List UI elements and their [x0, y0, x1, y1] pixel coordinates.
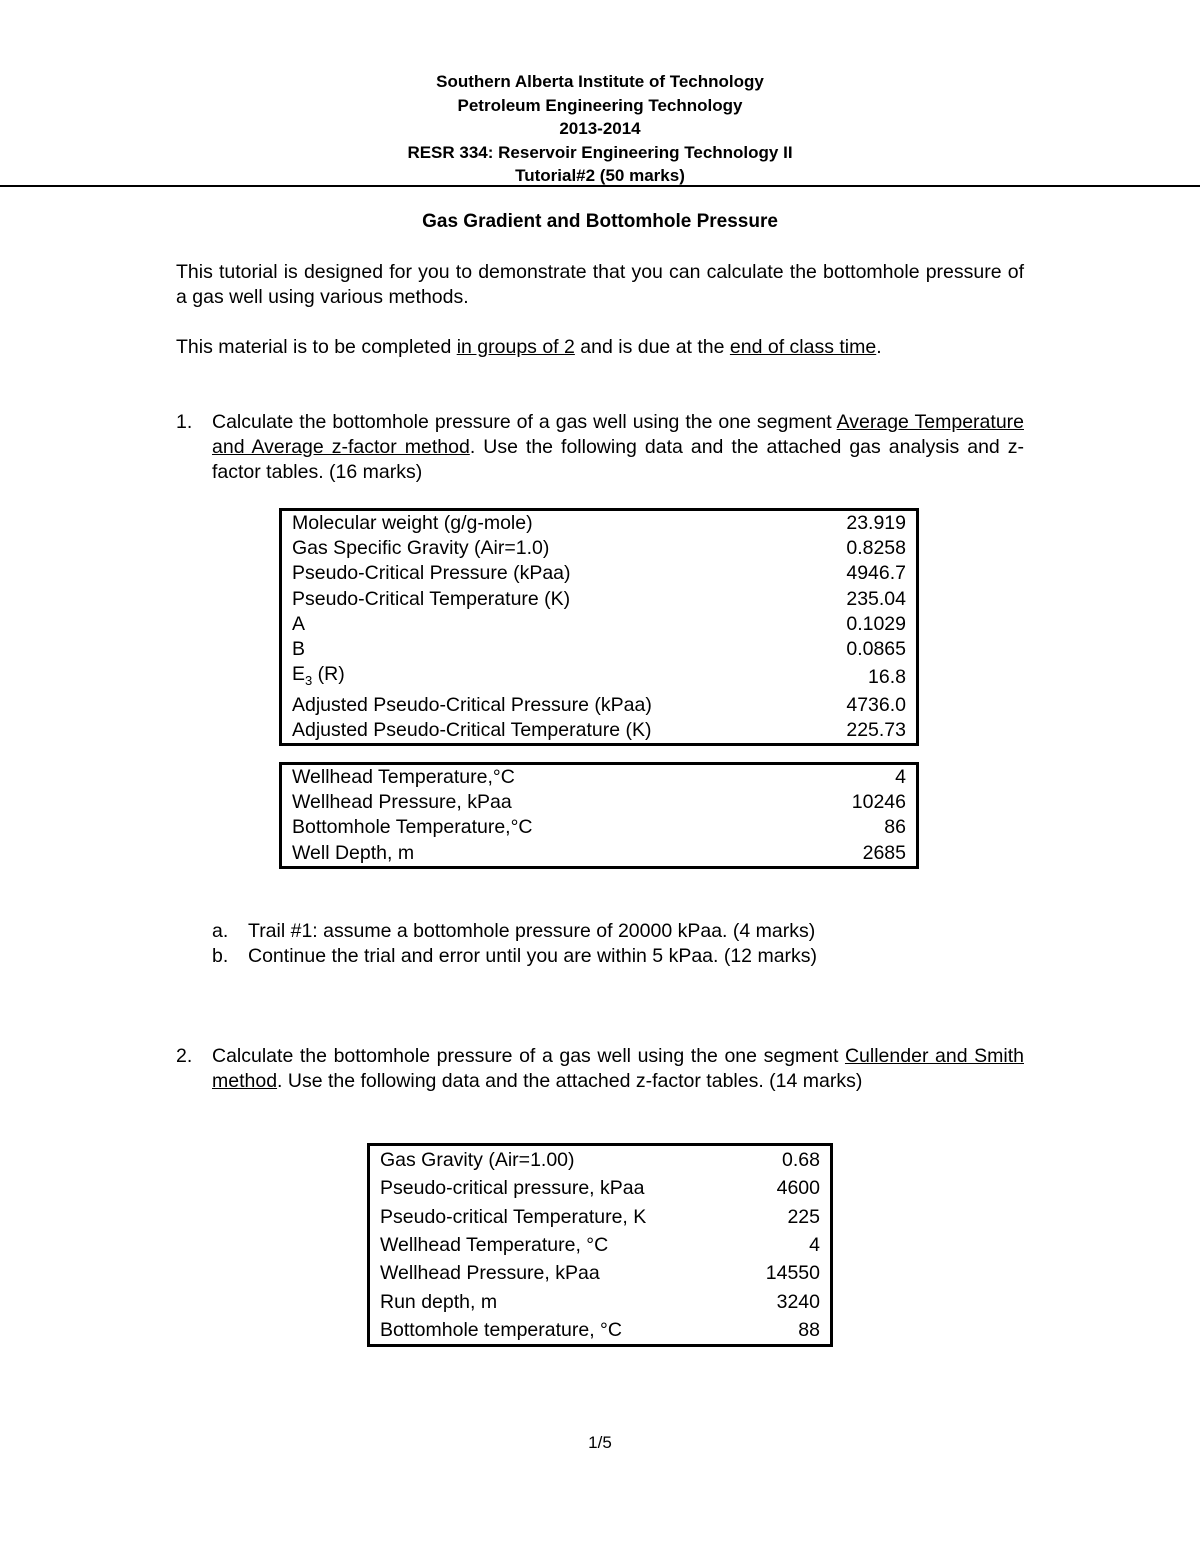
due-time: end of class time: [729, 336, 877, 358]
group-prefix: This material is to be completed: [176, 336, 457, 358]
row-label: Wellhead Pressure, kPaa: [292, 791, 512, 814]
question-2-text: [212, 1044, 1024, 1094]
page-title: Gas Gradient and Bottomhole Pressure: [422, 211, 778, 232]
row-value: 14550: [765, 1262, 820, 1285]
question-1-text: [212, 410, 1024, 485]
well-conditions-table: [279, 762, 919, 869]
table-row: [281, 637, 918, 662]
row-value: 225.73: [846, 719, 906, 742]
row-label: [281, 662, 806, 693]
row-label: Pseudo-critical pressure, kPaa: [380, 1177, 645, 1200]
row-label: Pseudo-Critical Pressure (kPaa): [292, 562, 571, 585]
question-1-rest: . Use the following data and the attached gas analysis and z-factor tables. (16 marks): [212, 436, 1025, 483]
row-label: Run depth, m: [380, 1290, 498, 1313]
row-value: 4: [895, 766, 906, 789]
row-value: 10246: [851, 791, 906, 814]
cullender-smith-data-table: [367, 1143, 833, 1347]
table-row: [369, 1231, 832, 1259]
header-divider: [0, 185, 1200, 187]
row-value: 16.8: [868, 666, 906, 689]
question-2-number: 2.: [176, 1045, 193, 1067]
subpart-label: a.: [212, 920, 229, 942]
tutorial-title: Tutorial#2 (50 marks): [515, 166, 685, 185]
row-label: Adjusted Pseudo-Critical Temperature (K): [292, 719, 652, 742]
question-2-method: Cullender and Smith method: [212, 1045, 1024, 1092]
table-row: [281, 662, 918, 693]
subpart-label: b.: [212, 945, 229, 967]
row-label: Wellhead Temperature,°C: [292, 766, 515, 789]
table-row: [281, 587, 918, 612]
table-row: [369, 1145, 832, 1175]
question-2-rest: . Use the following data and the attached z-factor tables. (14 marks): [277, 1070, 863, 1092]
row-value: 4946.7: [846, 562, 906, 585]
question-1-intro: Calculate the bottomhole pressure of a gas well using the one segment: [212, 411, 837, 433]
row-value: 23.919: [846, 512, 906, 535]
row-label: Molecular weight (g/g-mole): [292, 512, 533, 535]
row-value: 235.04: [846, 587, 906, 610]
row-label: Pseudo-critical Temperature, K: [380, 1205, 647, 1228]
table-row: [281, 561, 918, 586]
row-label: Bottomhole temperature, °C: [380, 1318, 622, 1341]
table-row: [281, 536, 918, 561]
e3-subscript: 3: [305, 673, 313, 689]
row-label: Well Depth, m: [292, 841, 415, 864]
group-instructions: [176, 335, 1024, 360]
row-value: 0.68: [782, 1149, 820, 1172]
row-value: 0.0865: [846, 638, 906, 661]
table-row: [369, 1203, 832, 1231]
row-value: 88: [798, 1318, 820, 1341]
page-number: 1/5: [588, 1433, 612, 1452]
table-row: [369, 1174, 832, 1202]
program-name: Petroleum Engineering Technology: [457, 95, 743, 115]
row-value: 3240: [776, 1290, 820, 1313]
group-size: in groups of 2: [456, 336, 575, 358]
row-label: Bottomhole Temperature,°C: [292, 816, 533, 839]
row-label: Gas Specific Gravity (Air=1.0): [292, 537, 550, 560]
table-row: [369, 1259, 832, 1287]
intro-paragraph: This tutorial is designed for you to demonstrate that you can calculate the bottomhole pressure of a gas well using various methods.: [176, 261, 1024, 308]
question-1-method: Average Temperature and Average z-factor method: [212, 411, 1024, 458]
row-label: Wellhead Temperature, °C: [380, 1234, 609, 1257]
row-label: A: [292, 612, 306, 635]
row-value: 225: [787, 1205, 820, 1228]
table-row: [281, 790, 918, 815]
subpart-text: Trail #1: assume a bottomhole pressure of 20000 kPaa. (4 marks): [248, 920, 816, 942]
group-mid: and is due at the: [574, 336, 730, 358]
table-row: [281, 841, 918, 868]
row-label: B: [292, 638, 306, 661]
table-row: [369, 1316, 832, 1346]
institution-name: Southern Alberta Institute of Technology: [436, 72, 764, 91]
table-row: [281, 718, 918, 745]
row-value: 4: [809, 1234, 820, 1257]
question-2-intro: Calculate the bottomhole pressure of a gas well using the one segment: [212, 1045, 845, 1067]
table-row: [281, 612, 918, 637]
document-header: [0, 70, 1200, 188]
row-value: 4736.0: [846, 694, 906, 717]
e3-unit: (R): [312, 663, 345, 686]
table-row: [281, 693, 918, 718]
subpart-text: Continue the trial and error until you are within 5 kPaa. (12 marks): [248, 945, 818, 967]
row-value: 0.8258: [846, 537, 906, 560]
gas-properties-table: [279, 508, 919, 746]
e3-symbol: E: [292, 663, 306, 686]
row-value: 4600: [776, 1177, 820, 1200]
table-row: [281, 815, 918, 840]
row-value: 2685: [862, 841, 906, 864]
academic-year: 2013-2014: [559, 119, 641, 138]
table-row: [369, 1287, 832, 1315]
row-value: 86: [884, 816, 906, 839]
row-label: Adjusted Pseudo-Critical Pressure (kPaa): [292, 694, 652, 717]
course-title: RESR 334: Reservoir Engineering Technology II: [407, 142, 793, 162]
row-label: Gas Gravity (Air=1.00): [380, 1149, 575, 1172]
row-label: Wellhead Pressure, kPaa: [380, 1262, 600, 1285]
group-end: .: [876, 336, 882, 358]
question-1-number: 1.: [176, 411, 193, 433]
row-label: Pseudo-Critical Temperature (K): [292, 587, 571, 610]
table-row: [281, 764, 918, 791]
row-value: 0.1029: [846, 612, 906, 635]
table-row: [281, 510, 918, 537]
